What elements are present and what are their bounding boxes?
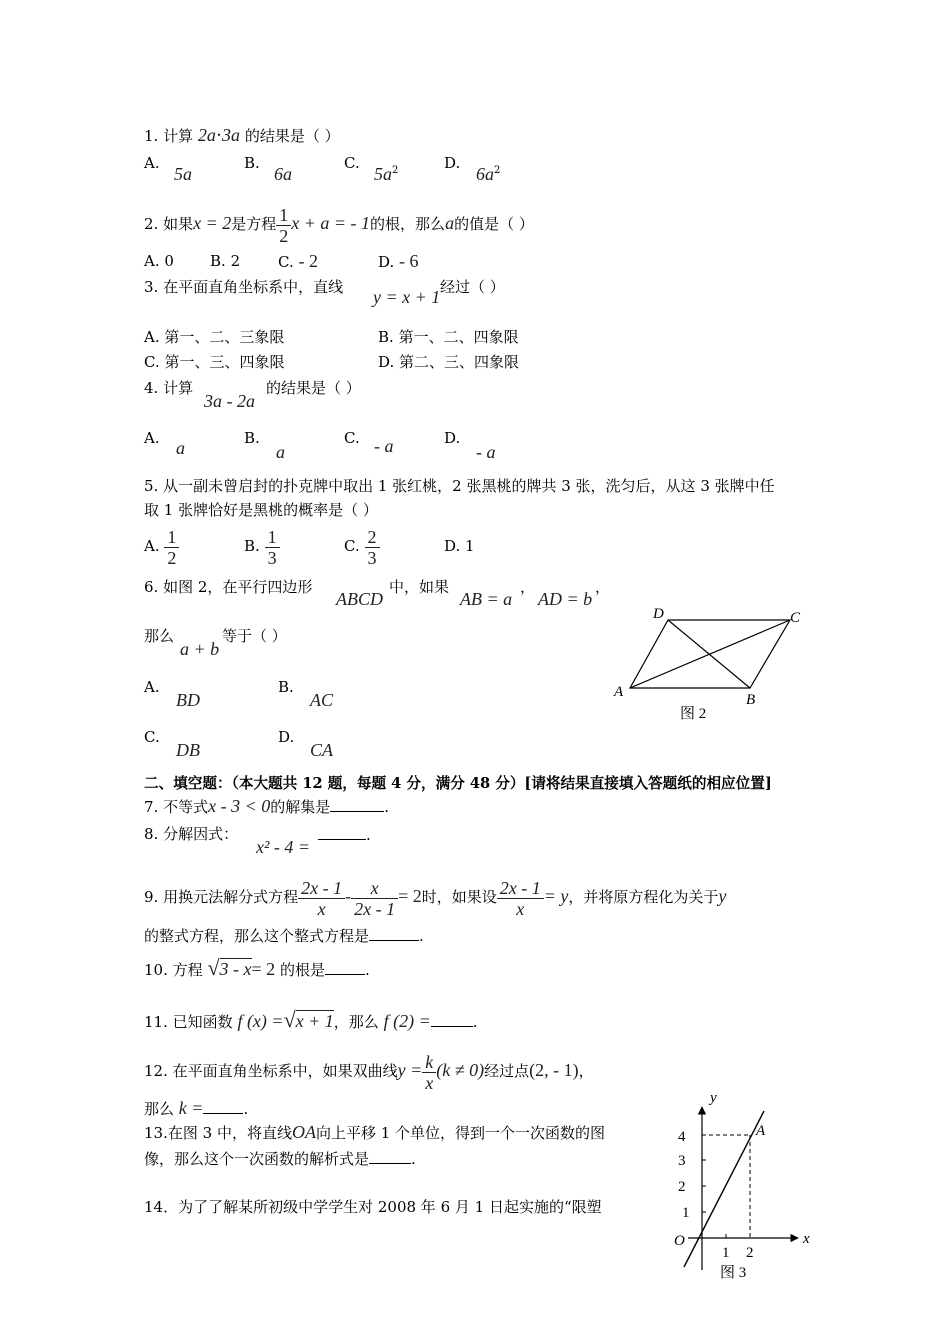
q5-opt-a-label: A.	[144, 537, 160, 555]
q12-expr4: k =	[178, 1098, 204, 1118]
q10-radicand: 3 - x	[219, 959, 252, 979]
q12-expr3: (2, - 1)	[529, 1060, 579, 1080]
q8-number: 8.	[144, 825, 159, 843]
q3-opt-b	[378, 328, 519, 346]
q11-text2: ，那么	[333, 1013, 379, 1031]
q6-opt-c: DB	[176, 740, 200, 760]
fig2-label-a: A	[614, 684, 624, 700]
q1-opt-a-label: A.	[144, 154, 160, 172]
q2-frac-den: 2	[279, 225, 289, 246]
q6-line2b: 等于（ ）	[222, 627, 287, 645]
q1-opt-d-val: 6a	[476, 164, 494, 184]
q5-opt-a-frac	[164, 527, 179, 568]
q7-period: .	[384, 798, 390, 816]
parallelogram	[630, 620, 790, 688]
q9-frac3-den: x	[516, 898, 525, 919]
q12-frac	[422, 1052, 436, 1093]
q9-text3: ，并将原方程化为关于	[568, 888, 719, 906]
q3-opt-a-label: A.	[144, 328, 160, 346]
fig3-tick-x-1: 1	[722, 1245, 730, 1261]
q9-frac1-num: 2x - 1	[298, 878, 345, 899]
q12-expr1: y =	[397, 1060, 423, 1080]
fig3-label-a: A	[756, 1123, 766, 1139]
q10-tail: 的根是	[279, 961, 325, 979]
q9-minus: -	[345, 886, 352, 906]
q3-number: 3.	[144, 278, 159, 296]
q5-opt-c-num: 2	[365, 527, 380, 548]
q10-number: 10.	[144, 961, 168, 979]
q1-opt-d-sup: 2	[494, 165, 501, 176]
q13-line2	[144, 1149, 416, 1168]
q5-opt-c-frac	[365, 527, 380, 568]
q3-opt-b-val: 第一、二、四象限	[398, 328, 519, 346]
q1-tail: 的结果是（ ）	[244, 127, 340, 145]
q9-line2-text: 的整式方程，那么这个整式方程是	[144, 927, 370, 945]
q10-answer-blank[interactable]	[325, 960, 365, 975]
q9-period: .	[419, 927, 424, 945]
q8-expr: x² - 4 =	[256, 837, 311, 857]
q4-text: 计算	[163, 379, 194, 397]
q8-answer	[318, 825, 371, 844]
q6-opt-a-label: A.	[144, 678, 160, 696]
q2-number: 2.	[144, 215, 159, 233]
q5-opt-b	[244, 524, 280, 568]
q4-opt-c-label: C.	[344, 429, 360, 447]
q9-number: 9.	[144, 888, 159, 906]
q10-period: .	[364, 961, 370, 979]
fig3-label-y: y	[710, 1090, 717, 1106]
q11-expr2: f (2) =	[383, 1011, 431, 1031]
section-2-header: 二、填空题：（本大题共 12 题，每题 4 分，满分 48 分）[请将结果直接填入答题纸的相应位置]	[144, 775, 772, 792]
q3-expr: y = x + 1	[373, 287, 441, 307]
q2-opt-b-wrap	[210, 252, 240, 270]
q13-text2: 向上平移 1 个单位，得到一个一次函数的图	[315, 1124, 606, 1142]
q12-text2: 经过点	[484, 1062, 530, 1080]
q1-opt-b: 6a	[274, 164, 292, 184]
q6-expr4: a + b	[180, 639, 220, 659]
diagonal-bd	[668, 620, 750, 688]
q3-opt-b-label: B.	[378, 328, 394, 346]
q2-text2: 是方程	[231, 215, 277, 233]
q6-comma1: ，	[520, 578, 536, 596]
fig3-tick-4: 4	[678, 1129, 686, 1145]
q6-opt-a: BD	[176, 690, 200, 710]
q5-opt-b-num: 1	[265, 527, 280, 548]
q2-opt-a-label: A.	[144, 252, 160, 270]
q14-line1: 14．为了了解某所初级中学学生对 2008 年 6 月 1 日起实施的“限塑	[144, 1198, 602, 1216]
q9-eq2: = y	[543, 886, 569, 906]
q1-line	[144, 126, 340, 145]
q12-expr2: (k ≠ 0)	[436, 1060, 485, 1080]
q5-opt-d-val: 1	[465, 537, 475, 555]
q11-radical-sign: √	[283, 1007, 296, 1032]
q4-opt-b: a	[276, 442, 285, 462]
q6-expr3: AD = b	[538, 589, 593, 609]
q2-fraction	[276, 205, 291, 246]
q3-tail: 经过（ ）	[440, 278, 505, 296]
q13-number: 13.	[144, 1124, 168, 1142]
q10-eq: = 2	[251, 959, 276, 979]
fig3-tick-2: 2	[678, 1179, 686, 1195]
q2-opt-c: - 2	[298, 251, 318, 271]
q4-expr: 3a - 2a	[204, 391, 255, 411]
q10-line	[144, 953, 370, 985]
q12-text: 在平面直角坐标系中，如果双曲线	[172, 1062, 398, 1080]
q5-line2: 取 1 张牌恰好是黑桃的概率是（ ）	[144, 501, 378, 519]
q6-opt-d: CA	[310, 740, 334, 760]
q2-opt-c-wrap	[278, 252, 318, 271]
q12-line1	[144, 1048, 594, 1093]
q2-opt-d: - 6	[399, 251, 419, 271]
q2-opt-b: 2	[230, 252, 241, 270]
q4-number: 4.	[144, 379, 159, 397]
q9-answer-blank[interactable]	[369, 926, 419, 941]
q4-line	[144, 379, 193, 397]
q4-opt-c: - a	[374, 436, 394, 456]
q5-opt-c-label: C.	[344, 537, 360, 555]
fig3-label-o: O	[674, 1233, 685, 1249]
q6-opt-b-label: B.	[278, 678, 294, 696]
q13-expr1: OA	[291, 1122, 316, 1142]
fig2-label-c: C	[790, 610, 801, 626]
q2-opt-b-label: B.	[210, 252, 226, 270]
fig2-label-b: B	[746, 692, 756, 708]
q9-line1	[144, 873, 726, 920]
q13-text: 在图 3 中，将直线	[167, 1124, 292, 1142]
q2-text4: 的值是（ ）	[454, 215, 534, 233]
q2-expr1: x = 2	[193, 213, 232, 233]
q6-text2: 中，如果	[389, 578, 450, 596]
q5-opt-b-den: 3	[267, 547, 277, 568]
q9-frac1-den: x	[317, 898, 326, 919]
q3-opt-c	[144, 353, 285, 371]
q9-y: y	[718, 886, 727, 906]
q5-opt-a	[144, 524, 179, 568]
q8-text: 分解因式：	[163, 825, 239, 843]
q12-frac-den: x	[425, 1072, 434, 1093]
q4-opt-d-label: D.	[444, 429, 461, 447]
q1-opt-c	[374, 165, 398, 187]
q3-opt-d-val: 第二、三、四象限	[399, 353, 520, 371]
q8-period: .	[366, 826, 371, 844]
q12-period: .	[243, 1100, 249, 1118]
q5-opt-a-den: 2	[167, 547, 177, 568]
q8-line	[144, 825, 238, 843]
q6-number: 6.	[144, 578, 159, 596]
fig2-caption: 图 2	[680, 706, 707, 722]
q6-opt-c-label: C.	[144, 728, 160, 746]
fig3-label-x: x	[803, 1231, 810, 1247]
q11-expr1: f (x) =	[237, 1011, 284, 1031]
q2-text3: 的根，那么	[370, 215, 446, 233]
q2-opt-a: 0	[164, 252, 174, 270]
q1-text: 计算	[163, 127, 194, 145]
q4-opt-a: a	[176, 438, 185, 458]
q6-text: 如图 2，在平行四边形	[163, 578, 313, 596]
q6-opt-b: AC	[310, 690, 334, 710]
q3-text: 在平面直角坐标系中，直线	[163, 278, 344, 296]
q8-answer-blank[interactable]	[318, 825, 366, 840]
diagonal-ac	[630, 620, 790, 688]
q6-line1	[144, 578, 312, 596]
q12-line2	[144, 1099, 248, 1118]
q5-opt-c	[344, 524, 380, 568]
q10-radical-sign: √	[207, 955, 220, 980]
q3-opt-d	[378, 353, 519, 371]
q13-answer-blank[interactable]	[369, 1149, 411, 1164]
q2-opt-d-label: D.	[378, 253, 395, 271]
q3-opt-a-val: 第一、二、三象限	[164, 328, 285, 346]
fig2-label-d: D	[653, 606, 664, 622]
q11-number: 11.	[144, 1013, 168, 1031]
q4-tail: 的结果是（ ）	[266, 379, 361, 397]
q4-opt-a-label: A.	[144, 429, 160, 447]
q3-opt-c-label: C.	[144, 353, 160, 371]
q2-opt-d-wrap	[378, 252, 419, 271]
q1-opt-d	[476, 165, 500, 187]
q4-opt-d: - a	[476, 442, 496, 462]
q5-opt-c-den: 3	[367, 547, 377, 568]
q12-answer-blank[interactable]	[203, 1099, 243, 1114]
q13-line1	[144, 1123, 605, 1142]
q1-expr: 2a⋅3a	[197, 125, 241, 145]
q7-text: 不等式	[163, 798, 209, 816]
q12-number: 12.	[144, 1062, 168, 1080]
fig3-tick-3: 3	[678, 1153, 686, 1169]
fig3-tick-1: 1	[682, 1205, 690, 1221]
q9-text: 用换元法解分式方程	[163, 888, 299, 906]
q5-line1: 5. 从一副未曾启封的扑克牌中取出 1 张红桃，2 张黑桃的牌共 3 张，洗匀后，从这 3 张牌中任	[144, 477, 775, 495]
q11-period: .	[472, 1013, 478, 1031]
q2-options	[144, 252, 174, 270]
fig3-line-oa	[684, 1111, 764, 1267]
q5-opt-d-label: D.	[444, 537, 461, 555]
q7-expr: x - 3 < 0	[208, 796, 271, 816]
q1-opt-c-val: 5a	[374, 164, 392, 184]
q6-comma2: ，	[595, 578, 611, 596]
q12-line2-text: 那么	[144, 1100, 175, 1118]
q5-opt-d	[444, 537, 475, 555]
q11-line	[144, 1003, 478, 1039]
q5-opt-b-frac	[265, 527, 280, 568]
q9-frac3-num: 2x - 1	[497, 878, 544, 899]
q2-frac-num: 1	[276, 205, 291, 226]
q2-expr2: x + a = - 1	[291, 213, 371, 233]
q9-frac2	[351, 878, 398, 919]
q2-line	[144, 202, 534, 246]
q13-period: .	[411, 1150, 416, 1168]
q6-expr1: ABCD	[336, 589, 383, 609]
fig3-caption: 图 3	[720, 1265, 747, 1281]
q6-line2a: 那么	[144, 627, 175, 645]
figure-3	[660, 1085, 820, 1285]
fig3-tick-x-2: 2	[746, 1245, 754, 1261]
q1-opt-a: 5a	[174, 164, 192, 184]
q11-radicand: x + 1	[295, 1011, 334, 1031]
q1-number: 1.	[144, 127, 159, 145]
q12-text3: ，	[578, 1062, 594, 1080]
q9-text2: 时，如果设	[421, 888, 497, 906]
q7-line	[144, 797, 389, 816]
q6-expr2: AB = a	[460, 589, 513, 609]
q7-answer-blank[interactable]	[330, 797, 384, 812]
q3-line	[144, 278, 343, 296]
q10-text: 方程	[172, 961, 203, 979]
q1-opt-c-label: C.	[344, 154, 360, 172]
q12-frac-num: k	[422, 1052, 436, 1073]
q13-line2-text: 像，那么这个一次函数的解析式是	[144, 1150, 370, 1168]
q9-frac2-num: x	[351, 878, 398, 899]
q1-opt-b-label: B.	[244, 154, 260, 172]
q1-opt-c-sup: 2	[392, 165, 399, 176]
q1-opt-d-label: D.	[444, 154, 461, 172]
q7-tail: 的解集是	[270, 798, 331, 816]
q3-opt-a	[144, 328, 284, 346]
q5-opt-a-num: 1	[164, 527, 179, 548]
q6-opt-d-label: D.	[278, 728, 295, 746]
q9-line2	[144, 926, 424, 945]
figure-2	[600, 598, 820, 728]
q7-number: 7.	[144, 798, 159, 816]
q3-opt-c-val: 第一、三、四象限	[164, 353, 285, 371]
q4-opt-b-label: B.	[244, 429, 260, 447]
q9-eq: = 2	[398, 886, 422, 906]
q3-opt-d-label: D.	[378, 353, 395, 371]
q11-text: 已知函数	[172, 1013, 233, 1031]
q9-frac1	[298, 878, 345, 919]
q5-opt-b-label: B.	[244, 537, 260, 555]
q11-answer-blank[interactable]	[431, 1012, 473, 1027]
q9-frac2-den: 2x - 1	[354, 898, 396, 919]
q2-text1: 如果	[163, 215, 194, 233]
q2-opt-c-label: C.	[278, 253, 294, 271]
q2-expr3: a	[445, 213, 455, 233]
q9-frac3	[497, 878, 544, 919]
